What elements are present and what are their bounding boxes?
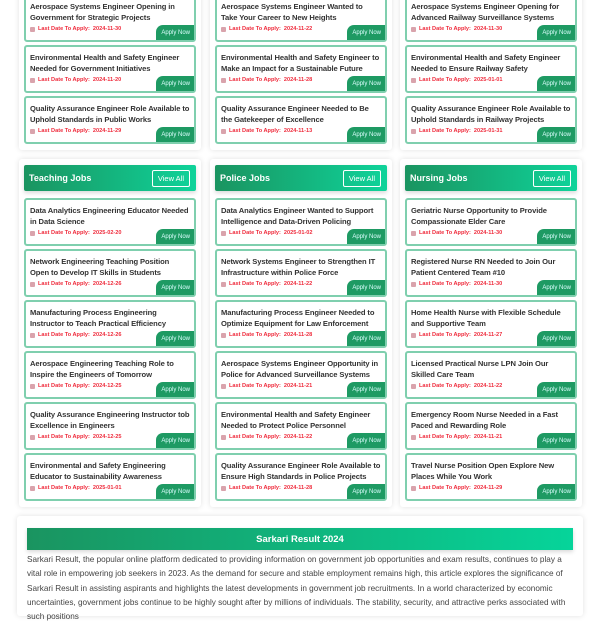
last-date-label: Last Date To Apply: bbox=[229, 281, 281, 287]
last-date-value: 2024-11-28 bbox=[283, 332, 313, 338]
calendar-icon bbox=[30, 231, 35, 236]
last-date-label: Last Date To Apply: bbox=[38, 230, 90, 236]
section-header bbox=[215, 165, 387, 191]
job-card[interactable] bbox=[405, 249, 577, 297]
calendar-icon bbox=[221, 27, 226, 32]
job-title[interactable]: Environmental Health and Safety Engineer Needed for Government Initiatives bbox=[30, 53, 180, 74]
calendar-icon bbox=[411, 333, 416, 338]
job-card[interactable] bbox=[405, 0, 577, 42]
last-date-value: 2024-11-27 bbox=[473, 332, 503, 338]
job-card[interactable] bbox=[24, 0, 196, 42]
last-date-value: 2024-11-21 bbox=[473, 434, 503, 440]
last-date-value: 2024-11-30 bbox=[473, 281, 503, 287]
view-all-button[interactable]: View All bbox=[343, 170, 381, 187]
last-date-label: Last Date To Apply: bbox=[38, 383, 90, 389]
last-date-label: Last Date To Apply: bbox=[229, 128, 281, 134]
job-title[interactable]: Aerospace Engineering Teaching Role to Inspire the Engineers of Tomorrow bbox=[30, 359, 174, 380]
last-date-label: Last Date To Apply: bbox=[38, 281, 90, 287]
view-all-button[interactable]: View All bbox=[152, 170, 190, 187]
calendar-icon bbox=[411, 129, 416, 134]
last-date-value: 2024-11-28 bbox=[283, 77, 313, 83]
job-title[interactable]: Environmental and Safety Engineering Educator to Sustainability Awareness bbox=[30, 461, 166, 482]
job-title[interactable]: Manufacturing Process Engineering Instructor to Teach Practical Efficiency bbox=[30, 308, 166, 329]
view-all-button[interactable]: View All bbox=[533, 170, 571, 187]
calendar-icon bbox=[411, 231, 416, 236]
last-date-label: Last Date To Apply: bbox=[229, 434, 281, 440]
last-date-label: Last Date To Apply: bbox=[229, 230, 281, 236]
calendar-icon bbox=[221, 78, 226, 83]
section-header bbox=[24, 165, 196, 191]
last-date-label: Last Date To Apply: bbox=[229, 332, 281, 338]
last-date-label: Last Date To Apply: bbox=[38, 128, 90, 134]
job-card[interactable] bbox=[215, 453, 387, 501]
calendar-icon bbox=[221, 384, 226, 389]
last-date-label: Last Date To Apply: bbox=[229, 77, 281, 83]
last-date-label: Last Date To Apply: bbox=[229, 26, 281, 32]
apply-now-button[interactable]: Apply Now bbox=[537, 25, 575, 40]
last-date-label: Last Date To Apply: bbox=[419, 281, 471, 287]
job-section bbox=[400, 159, 582, 507]
article-title: Sarkari Result 2024 bbox=[27, 528, 573, 550]
apply-now-button[interactable]: Apply Now bbox=[156, 382, 194, 397]
calendar-icon bbox=[411, 384, 416, 389]
last-date-label: Last Date To Apply: bbox=[229, 485, 281, 491]
last-date-label: Last Date To Apply: bbox=[38, 434, 90, 440]
last-date-value: 2024-11-29 bbox=[92, 128, 122, 134]
last-date-value: 2024-12-25 bbox=[92, 434, 122, 440]
apply-now-button[interactable]: Apply Now bbox=[537, 331, 575, 346]
apply-now-button[interactable]: Apply Now bbox=[537, 229, 575, 244]
job-card[interactable] bbox=[215, 45, 387, 93]
job-title[interactable]: Emergency Room Nurse Needed in a Fast Paced and Rewarding Role bbox=[411, 410, 558, 431]
job-card[interactable] bbox=[405, 300, 577, 348]
job-section-top bbox=[400, 0, 582, 150]
calendar-icon bbox=[30, 129, 35, 134]
last-date-value: 2024-11-28 bbox=[283, 485, 313, 491]
last-date-value: 2024-11-22 bbox=[473, 383, 503, 389]
article-body: Sarkari Result, the popular online platform dedicated to providing information on government job opportunities and exam results, continues to play a vital role in empowering job seekers in 2023. As the demand for secure and stable employment remains high, this article explores the significance of Sarkari Result in assisting aspirants and highlights the latest developments in government job recruitments. In a world characterized by economic uncertainties, government jobs continue to be highly sought after by millions of individuals. The stability, security, and attractive perks associated with such positions bbox=[27, 555, 566, 622]
job-title[interactable]: Quality Assurance Engineer Role Available to Ensure High Standards in Police Projects bbox=[221, 461, 381, 482]
apply-now-button[interactable]: Apply Now bbox=[156, 229, 194, 244]
apply-now-button[interactable]: Apply Now bbox=[156, 25, 194, 40]
apply-now-button[interactable]: Apply Now bbox=[347, 76, 385, 91]
last-date-label: Last Date To Apply: bbox=[419, 485, 471, 491]
job-card[interactable] bbox=[405, 96, 577, 144]
calendar-icon bbox=[411, 78, 416, 83]
job-card[interactable] bbox=[24, 300, 196, 348]
last-date-value: 2024-12-26 bbox=[92, 332, 122, 338]
job-title[interactable]: Quality Assurance Engineer Role Available to Uphold Standards in Railway Projects bbox=[411, 104, 571, 125]
job-title[interactable]: Network Engineering Teaching Position Open to Develop IT Skills in Students bbox=[30, 257, 170, 278]
last-date-value: 2025-01-31 bbox=[473, 128, 503, 134]
apply-now-button[interactable]: Apply Now bbox=[156, 280, 194, 295]
last-date-value: 2024-11-22 bbox=[283, 281, 313, 287]
job-title[interactable]: Data Analytics Engineering Educator Needed in Data Science bbox=[30, 206, 189, 227]
calendar-icon bbox=[30, 78, 35, 83]
job-section-top bbox=[210, 0, 392, 150]
calendar-icon bbox=[30, 333, 35, 338]
job-card[interactable] bbox=[405, 402, 577, 450]
apply-now-button[interactable]: Apply Now bbox=[347, 229, 385, 244]
job-card[interactable] bbox=[215, 351, 387, 399]
apply-now-button[interactable]: Apply Now bbox=[347, 484, 385, 499]
job-card[interactable] bbox=[405, 198, 577, 246]
calendar-icon bbox=[221, 282, 226, 287]
last-date-value: 2024-12-26 bbox=[92, 281, 122, 287]
apply-now-button[interactable]: Apply Now bbox=[537, 280, 575, 295]
calendar-icon bbox=[411, 435, 416, 440]
calendar-icon bbox=[411, 282, 416, 287]
apply-now-button[interactable]: Apply Now bbox=[347, 127, 385, 142]
calendar-icon bbox=[30, 282, 35, 287]
job-card[interactable] bbox=[24, 402, 196, 450]
last-date-label: Last Date To Apply: bbox=[419, 77, 471, 83]
calendar-icon bbox=[221, 486, 226, 491]
job-title[interactable]: Quality Assurance Engineering Instructor tob Excellence in Engineers bbox=[30, 410, 190, 431]
apply-now-button[interactable]: Apply Now bbox=[347, 433, 385, 448]
job-section bbox=[19, 159, 201, 507]
apply-now-button[interactable]: Apply Now bbox=[156, 433, 194, 448]
job-section-top bbox=[19, 0, 201, 150]
last-date-label: Last Date To Apply: bbox=[419, 230, 471, 236]
job-title[interactable]: Home Health Nurse with Flexible Schedule and Supportive Team bbox=[411, 308, 561, 329]
last-date-label: Last Date To Apply: bbox=[419, 332, 471, 338]
job-title[interactable]: Licensed Practical Nurse LPN Join Our Skilled Care Team bbox=[411, 359, 549, 380]
last-date-label: Last Date To Apply: bbox=[38, 26, 90, 32]
section-title: Teaching Jobs bbox=[29, 173, 92, 183]
last-date-label: Last Date To Apply: bbox=[419, 434, 471, 440]
last-date-value: 2025-01-01 bbox=[92, 485, 122, 491]
job-title[interactable]: Geriatric Nurse Opportunity to Provide Compassionate Elder Care bbox=[411, 206, 547, 227]
last-date-value: 2024-11-20 bbox=[92, 77, 122, 83]
last-date-value: 2024-11-21 bbox=[283, 383, 313, 389]
job-title[interactable]: Data Analytics Engineer Wanted to Support Intelligence and Data-Driven Policing bbox=[221, 206, 374, 227]
calendar-icon bbox=[411, 27, 416, 32]
apply-now-button[interactable]: Apply Now bbox=[537, 484, 575, 499]
apply-now-button[interactable]: Apply Now bbox=[156, 127, 194, 142]
job-card[interactable] bbox=[24, 351, 196, 399]
apply-now-button[interactable]: Apply Now bbox=[537, 382, 575, 397]
last-date-label: Last Date To Apply: bbox=[38, 485, 90, 491]
job-card[interactable] bbox=[215, 96, 387, 144]
job-title[interactable]: Quality Assurance Engineer Needed to Be the Gatekeeper of Excellence bbox=[221, 104, 369, 125]
last-date-label: Last Date To Apply: bbox=[38, 77, 90, 83]
last-date-value: 2025-01-02 bbox=[283, 230, 313, 236]
job-title[interactable]: Aerospace Systems Engineer Opening in Government for Strategic Projects bbox=[30, 2, 175, 23]
calendar-icon bbox=[30, 384, 35, 389]
last-date-value: 2024-11-22 bbox=[283, 26, 313, 32]
section-title: Nursing Jobs bbox=[410, 173, 468, 183]
apply-now-button[interactable]: Apply Now bbox=[347, 382, 385, 397]
job-card[interactable] bbox=[405, 351, 577, 399]
job-card[interactable] bbox=[24, 96, 196, 144]
apply-now-button[interactable]: Apply Now bbox=[156, 331, 194, 346]
section-header bbox=[405, 165, 577, 191]
calendar-icon bbox=[221, 435, 226, 440]
last-date-value: 2024-11-30 bbox=[473, 26, 503, 32]
job-title[interactable]: Environmental Health and Safety Engineer Needed to Protect Police Personnel bbox=[221, 410, 371, 431]
job-card[interactable] bbox=[24, 249, 196, 297]
job-card[interactable] bbox=[215, 249, 387, 297]
job-card[interactable] bbox=[405, 453, 577, 501]
job-title[interactable]: Aerospace Systems Engineer Wanted to Take Your Career to New Heights bbox=[221, 2, 363, 23]
job-title[interactable]: Environmental Health and Safety Engineer to Make an Impact for a Sustainable Future bbox=[221, 53, 380, 74]
article-panel bbox=[17, 516, 583, 622]
last-date-label: Last Date To Apply: bbox=[229, 383, 281, 389]
apply-now-button[interactable]: Apply Now bbox=[347, 331, 385, 346]
apply-now-button[interactable]: Apply Now bbox=[537, 433, 575, 448]
last-date-value: 2024-12-25 bbox=[92, 383, 122, 389]
last-date-value: 2025-02-20 bbox=[92, 230, 122, 236]
calendar-icon bbox=[30, 486, 35, 491]
calendar-icon bbox=[221, 129, 226, 134]
last-date-value: 2024-11-30 bbox=[473, 230, 503, 236]
last-date-label: Last Date To Apply: bbox=[419, 128, 471, 134]
job-card[interactable] bbox=[405, 45, 577, 93]
job-section bbox=[210, 159, 392, 507]
job-card[interactable] bbox=[215, 0, 387, 42]
apply-now-button[interactable]: Apply Now bbox=[156, 76, 194, 91]
apply-now-button[interactable]: Apply Now bbox=[347, 25, 385, 40]
section-title: Police Jobs bbox=[220, 173, 271, 183]
last-date-label: Last Date To Apply: bbox=[38, 332, 90, 338]
last-date-value: 2024-11-29 bbox=[473, 485, 503, 491]
last-date-value: 2025-01-01 bbox=[473, 77, 503, 83]
job-card[interactable] bbox=[215, 402, 387, 450]
last-date-label: Last Date To Apply: bbox=[419, 383, 471, 389]
job-title[interactable]: Aerospace Systems Engineer Opening for Advanced Railway Surveillance Systems bbox=[411, 2, 560, 23]
calendar-icon bbox=[411, 486, 416, 491]
job-card[interactable] bbox=[24, 45, 196, 93]
apply-now-button[interactable]: Apply Now bbox=[156, 484, 194, 499]
apply-now-button[interactable]: Apply Now bbox=[537, 127, 575, 142]
job-title[interactable]: Environmental Health and Safety Engineer Needed to Ensure Railway Safety bbox=[411, 53, 561, 74]
last-date-label: Last Date To Apply: bbox=[419, 26, 471, 32]
last-date-value: 2024-11-22 bbox=[283, 434, 313, 440]
job-title[interactable]: Travel Nurse Position Open Explore New Places While You Work bbox=[411, 461, 555, 482]
job-title[interactable]: Manufacturing Process Engineer Needed to Optimize Equipment for Law Enforcement bbox=[221, 308, 375, 329]
job-card[interactable] bbox=[215, 198, 387, 246]
job-card[interactable] bbox=[24, 453, 196, 501]
job-title[interactable]: Registered Nurse RN Needed to Join Our Patient Centered Team #10 bbox=[411, 257, 556, 278]
last-date-value: 2024-11-13 bbox=[283, 128, 313, 134]
job-card[interactable] bbox=[24, 198, 196, 246]
last-date-value: 2024-11-30 bbox=[92, 26, 122, 32]
calendar-icon bbox=[30, 435, 35, 440]
calendar-icon bbox=[221, 231, 226, 236]
job-title[interactable]: Quality Assurance Engineer Role Available to Uphold Standards in Public Works bbox=[30, 104, 190, 125]
job-title[interactable]: Network Systems Engineer to Strengthen IT Infrastructure within Police Force bbox=[221, 257, 376, 278]
apply-now-button[interactable]: Apply Now bbox=[347, 280, 385, 295]
job-card[interactable] bbox=[215, 300, 387, 348]
apply-now-button[interactable]: Apply Now bbox=[537, 76, 575, 91]
job-title[interactable]: Aerospace Systems Engineer Opportunity in Police for Advanced Surveillance Systems bbox=[221, 359, 379, 380]
calendar-icon bbox=[221, 333, 226, 338]
calendar-icon bbox=[30, 27, 35, 32]
